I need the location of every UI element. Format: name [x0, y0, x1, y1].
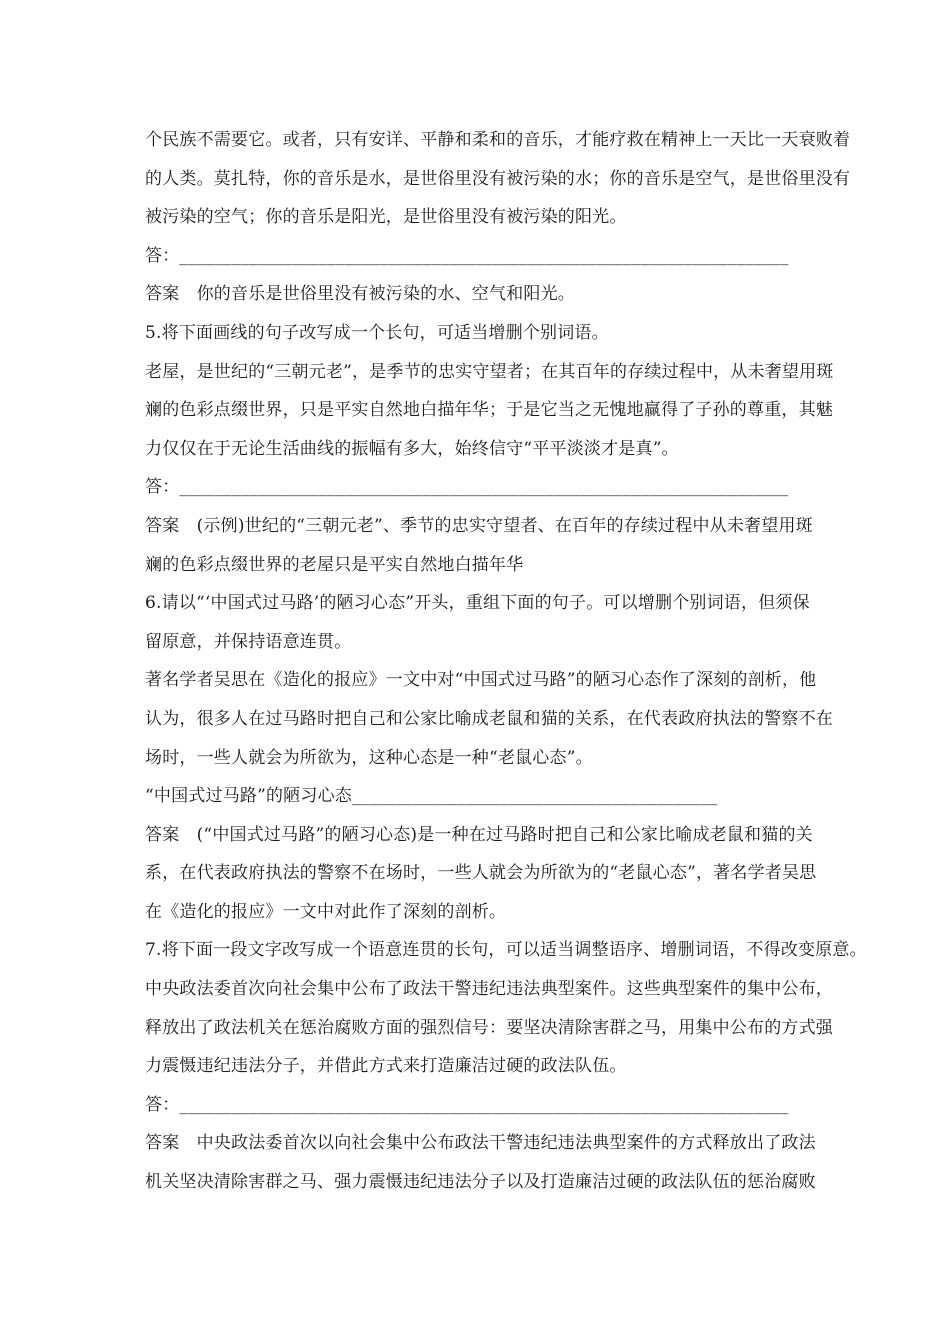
- passage-line: 力震慑违纪违法分子，并借此方式来打造廉洁过硬的政法队伍。: [145, 1056, 627, 1077]
- answer-line: 系，在代表政府执法的警察不在场时，一些人就会为所欲为的“老鼠心态”，著名学者吴思: [145, 863, 817, 884]
- passage-line: 个民族不需要它。或者，只有安详、平静和柔和的音乐，才能疗救在精神上一天比一天衰败着: [145, 130, 851, 150]
- passage-line: 力仅仅在于无论生活曲线的振幅有多大，始终信守“平平淡淡才是真”。: [145, 438, 679, 459]
- answer-blank-line: 答：______________________________________________________________________: [145, 477, 789, 498]
- answer-blank-line: 答：______________________________________________________________________: [145, 245, 789, 266]
- answer-blank-line: “中国式过马路”的陋习心态__________________________________________: [145, 786, 718, 807]
- passage-line: 释放出了政法机关在惩治腐败方面的强烈信号：要坚决清除害群之马，用集中公布的方式强: [145, 1017, 833, 1038]
- answer-blank-line: 答：______________________________________________________________________: [145, 1094, 789, 1115]
- question-7-line: 7.将下面一段文字改写成一个语意连贯的长句，可以适当调整语序、增删词语，不得改变原意。: [145, 940, 867, 961]
- passage-line: 的人类。莫扎特，你的音乐是水，是世俗里没有被污染的水；你的音乐是空气，是世俗里没有: [145, 168, 851, 189]
- question-6-line: 留原意，并保持语意连贯。: [145, 631, 352, 652]
- answer-line: 答案 (示例)世纪的“三朝元老”、季节的忠实守望者、在百年的存续过程中从未奢望用斑: [145, 515, 813, 536]
- answer-line: 斓的色彩点缀世界的老屋只是平实自然地白描年华: [145, 554, 524, 575]
- answer-line: 机关坚决清除害群之马、强力震慑违纪违法分子以及打造廉洁过硬的政法队伍的惩治腐败: [145, 1172, 816, 1193]
- passage-line: 场时，一些人就会为所欲为，这种心态是一种“老鼠心态”。: [145, 747, 593, 768]
- passage-line: 老屋，是世纪的“三朝元老”，是季节的忠实守望者；在其百年的存续过程中，从未奢望用斑: [145, 361, 834, 382]
- answer-line: 在《造化的报应》一文中对此作了深刻的剖析。: [145, 901, 507, 922]
- question-6-line: 6.请以“‘中国式过马路’的陋习心态”开头，重组下面的句子。可以增删个别词语，但须保: [145, 593, 810, 614]
- passage-line: 被污染的空气；你的音乐是阳光，是世俗里没有被污染的阳光。: [145, 207, 627, 228]
- passage-line: 认为，很多人在过马路时把自己和公家比喻成老鼠和猫的关系，在代表政府执法的警察不在: [145, 708, 833, 729]
- passage-line: 著名学者吴思在《造化的报应》一文中对“中国式过马路”的陋习心态作了深刻的剖析，他: [145, 670, 817, 691]
- answer-line: 答案 中央政法委首次以向社会集中公布政法干警违纪违法典型案件的方式释放出了政法: [145, 1133, 816, 1154]
- document-body: [145, 121, 867, 1202]
- passage-line: 中央政法委首次向社会集中公布了政法干警违纪违法典型案件。这些典型案件的集中公布，: [145, 979, 833, 1000]
- answer-line: 答案 (“中国式过马路”的陋习心态)是一种在过马路时把自己和公家比喻成老鼠和猫的关: [145, 824, 813, 845]
- passage-line: 斓的色彩点缀世界，只是平实自然地白描年华；于是它当之无愧地赢得了子孙的尊重，其魅: [145, 400, 833, 421]
- answer-line: 答案 你的音乐是世俗里没有被污染的水、空气和阳光。: [145, 284, 575, 305]
- question-5-line: 5.将下面画线的句子改写成一个长句，可适当增删个别词语。: [145, 322, 609, 343]
